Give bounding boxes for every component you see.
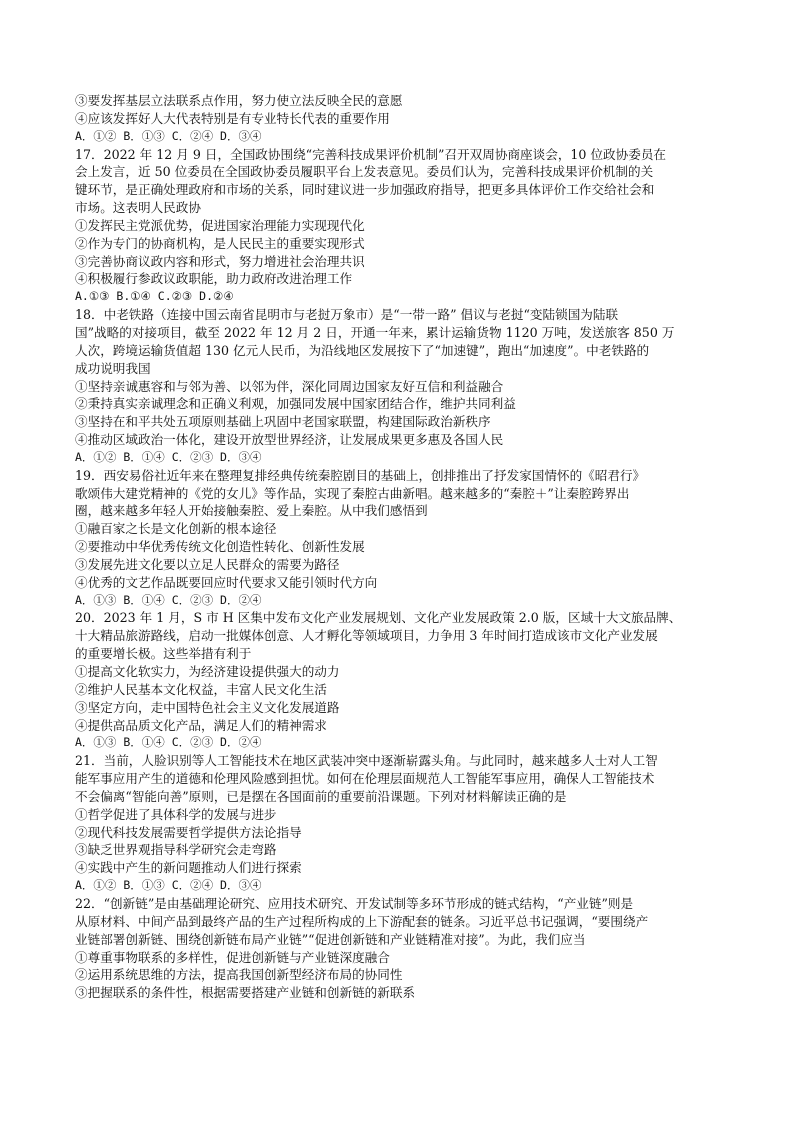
line-q17-l1: 17．2022 年 12 月 9 日，全国政协围绕“完善科技成果评价机制”召开双周协商座谈会，10 位政协委员在	[75, 146, 667, 162]
line-q21-4: ④实践中产生的新问题推动人们进行探索	[75, 860, 302, 876]
line-q19-l2: 歌颂伟大建党精神的《党的女儿》等作品，实现了秦腔古曲新唱。越来越多的“秦腔＋”让秦腔跨界出	[75, 485, 630, 501]
line-q16-4: ④应该发挥好人大代表特别是有专业特长代表的重要作用	[75, 110, 390, 126]
line-q19-3: ③发展先进文化要以立足人民群众的需要为路径	[75, 556, 340, 572]
line-q21-1: ①哲学促进了具体科学的发展与进步	[75, 806, 277, 822]
line-q18-options: A．①② B．①④ C．②③ D．③④	[75, 449, 262, 464]
line-q17-4: ④积极履行参政议政职能，助力政府改进治理工作	[75, 271, 353, 287]
line-q18-l2: 国”战略的对接项目，截至 2022 年 12 月 2 日，开通一年来，累计运输货物 1120 万吨，发送旅客 850 万	[75, 324, 675, 340]
line-q20-2: ②维护人民基本文化权益，丰富人民文化生活	[75, 681, 327, 697]
line-q19-l3: 圈，越来越多年轻人开始接触秦腔、爱上秦腔。从中我们感悟到	[75, 503, 428, 519]
line-q22-1: ①尊重事物联系的多样性，促进创新链与产业链深度融合	[75, 949, 390, 965]
line-q17-options: A.①③ B.①④ C.②③ D.②④	[75, 289, 234, 304]
line-q22-l3: 业链部署创新链、围绕创新链布局产业链”“促进创新链和产业链精准对接”。为此，我们应当	[75, 931, 586, 947]
line-q19-2: ②要推动中华优秀传统文化创造性转化、创新性发展	[75, 539, 365, 555]
line-q18-l3: 人次，跨境运输货值超 130 亿元人民币，为沿线地区发展按下了“加速键”，跑出“加速度”。中老铁路的	[75, 342, 650, 358]
line-q18-1: ①坚持亲诚惠容和与邻为善、以邻为伴，深化同周边国家友好互信和利益融合	[75, 378, 504, 394]
line-q16-3: ③要发挥基层立法联系点作用，努力使立法反映全民的意愿	[75, 93, 403, 108]
line-q17-1: ①发挥民主党派优势，促进国家治理能力实现现代化	[75, 217, 365, 233]
line-q18-l4: 成功说明我国	[75, 360, 151, 376]
line-q19-4: ④优秀的文艺作品既要回应时代要求又能引领时代方向	[75, 574, 378, 590]
line-q19-options: A．①③ B．①④ C．②③ D．②④	[75, 592, 262, 607]
line-q22-l1: 22．“创新链”是由基础理论研究、应用技术研究、开发试制等多环节形成的链式结构，“产业链”则是	[75, 895, 634, 911]
line-q21-l3: 不会偏离“智能向善”原则，已是摆在各国面前的重要前沿课题。下列对材料解读正确的是	[75, 788, 567, 804]
line-q20-3: ③坚定方向，走中国特色社会主义文化发展道路	[75, 699, 340, 715]
line-q20-1: ①提高文化软实力，为经济建设提供强大的动力	[75, 664, 340, 679]
line-q21-3: ③缺乏世界观指导科学研究会走弯路	[75, 842, 277, 858]
line-q21-l1: 21．当前，人脸识别等人工智能技术在地区武装冲突中逐渐崭露头角。与此同时，越来越多人士对人工智	[75, 753, 658, 769]
line-q22-3: ③把握联系的条件性，根据需要搭建产业链和创新链的新联系	[75, 985, 416, 1001]
line-q17-3: ③完善协商议政内容和形式，努力增进社会治理共识	[75, 253, 365, 269]
exam-page	[75, 92, 725, 1002]
line-q20-l1: 20．2023 年 1 月，S 市 H 区集中发布文化产业发展规划、文化产业发展政策 2.0 版，区域十大文旅品牌、	[75, 610, 682, 626]
line-q20-l3: 的重要增长极。这些举措有利于	[75, 646, 252, 662]
line-q20-l2: 十大精品旅游路线，启动一批媒体创意、人才孵化等领域项目，力争用 3 年时间打造成该市文化产业发展	[75, 628, 658, 644]
line-q20-options: A．①③ B．①④ C．②③ D．②④	[75, 735, 262, 750]
line-q20-4: ④提供高品质文化产品，满足人们的精神需求	[75, 717, 327, 733]
line-q17-2: ②作为专门的协商机构，是人民民主的重要实现形式	[75, 235, 365, 251]
line-q16-options: A．①② B．①③ C．②④ D．③④	[75, 128, 262, 143]
line-q17-l4: 市场。这表明人民政协	[75, 200, 201, 216]
line-q17-l2: 会上发言，近 50 位委员在全国政协委员履职平台上发表意见。委员们认为，完善科技成果评价机制的关	[75, 164, 654, 180]
line-q18-l1: 18．中老铁路（连接中国云南省昆明市与老挝万象市）是“一带一路” 倡议与老挝“变陆锁国为陆联	[75, 307, 619, 323]
line-q19-1: ①融百家之长是文化创新的根本途径	[75, 521, 277, 537]
line-q21-l2: 能军事应用产生的道德和伦理风险感到担忧。如何在伦理层面规范人工智能军事应用，确保人工智能技术	[75, 771, 655, 787]
line-q18-4: ④推动区域政治一体化，建设开放型世界经济，让发展成果更多惠及各国人民	[75, 432, 504, 448]
line-q22-2: ②运用系统思维的方法，提高我国创新型经济布局的协同性	[75, 967, 403, 983]
line-q22-l2: 从原材料、中间产品到最终产品的生产过程所构成的上下游配套的链条。习近平总书记强调，“要围绕产	[75, 913, 649, 929]
line-q21-2: ②现代科技发展需要哲学提供方法论指导	[75, 824, 302, 840]
line-q19-l1: 19．西安易俗社近年来在整理复排经典传统秦腔剧目的基础上，创排推出了抒发家国情怀的《昭君行》	[75, 467, 646, 483]
line-q17-l3: 键环节，是正确处理政府和市场的关系，同时建议进一步加强政府指导，把更多具体评价工作交给社会和	[75, 182, 655, 198]
line-q21-options: A．①② B．①③ C．②④ D．③④	[75, 878, 262, 893]
line-q18-2: ②秉持真实亲诚理念和正确义利观，加强同发展中国家团结合作，维护共同利益	[75, 396, 516, 412]
line-q18-3: ③坚持在和平共处五项原则基础上巩固中老国家联盟，构建国际政治新秩序	[75, 414, 491, 430]
